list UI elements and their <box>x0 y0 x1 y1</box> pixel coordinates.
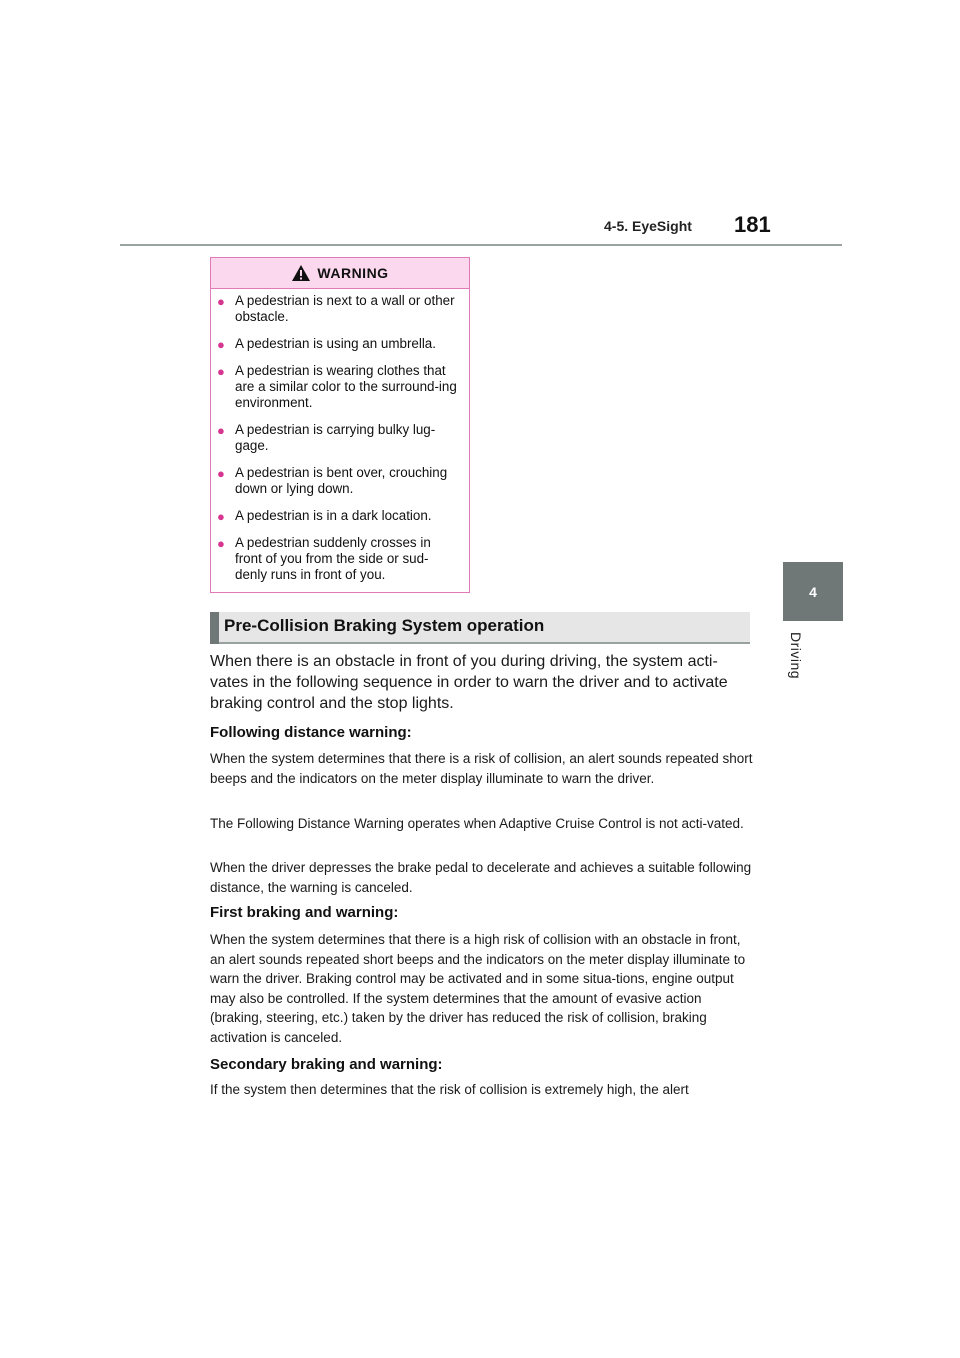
warning-item <box>217 293 459 325</box>
subsection-title: Pre-Collision Braking System operation <box>224 616 545 635</box>
paragraph: When the system determines that there is a risk of collision, an alert sounds repeated short beeps and the indicators on the meter display illuminate to warn the driver. <box>210 751 753 786</box>
bullet-icon: ● <box>217 364 225 379</box>
warning-item-text: A pedestrian is carrying bulky lug-gage. <box>235 422 436 453</box>
subsection-bar <box>210 612 750 644</box>
warning-item <box>217 422 459 454</box>
warning-item <box>217 336 459 352</box>
paragraph: If the system then determines that the risk of collision is extremely high, the alert <box>210 1082 689 1097</box>
bullet-icon: ● <box>217 294 225 309</box>
warning-item-text: A pedestrian is next to a wall or other obstacle. <box>235 293 455 324</box>
warning-title: WARNING <box>317 265 389 281</box>
bullet-icon: ● <box>217 509 225 524</box>
page-number: 181 <box>734 212 771 237</box>
warning-list <box>211 293 469 583</box>
warning-item <box>217 535 459 583</box>
header-rule <box>120 244 842 246</box>
subheading-following-distance: Following distance warning: <box>210 724 412 741</box>
warning-triangle-icon <box>291 264 311 282</box>
warning-item-text: A pedestrian is using an umbrella. <box>235 336 436 351</box>
warning-item <box>217 363 459 411</box>
subheading-first-braking: First braking and warning: <box>210 904 399 921</box>
bullet-icon: ● <box>217 337 225 352</box>
subsection-accent <box>210 612 219 644</box>
subheading-secondary-braking: Secondary braking and warning: <box>210 1056 443 1073</box>
warning-item-text: A pedestrian suddenly crosses in front of you from the side or sud-denly runs in front of you. <box>235 535 431 582</box>
warning-item-text: A pedestrian is in a dark location. <box>235 508 432 523</box>
warning-item <box>217 508 459 524</box>
warning-item-text: A pedestrian is wearing clothes that are a similar color to the surround-ing environment. <box>235 363 457 410</box>
chapter-title: Driving <box>788 632 804 680</box>
paragraph: The Following Distance Warning operates when Adaptive Cruise Control is not acti-vated. <box>210 816 744 831</box>
warning-item <box>217 465 459 497</box>
warning-item-text: A pedestrian is bent over, crouching down or lying down. <box>235 465 448 496</box>
warning-box <box>210 257 470 593</box>
paragraph: When the driver depresses the brake pedal to decelerate and achieves a suitable following distance, the warning is canceled. <box>210 860 752 895</box>
chapter-number: 4 <box>809 583 817 600</box>
bullet-icon: ● <box>217 536 225 551</box>
paragraph: When the system determines that there is a high risk of collision with an obstacle in front, an alert sounds repeated short beeps and the indicators on the meter display illuminate to warn the driver. Braking control may be activated and in some situa-tions, engine output may also be controlled. If the system determines that the amount of evasive action (braking, steering, etc.) taken by the driver has reduced the risk of collision, braking activation is canceled. <box>210 932 746 1045</box>
bullet-icon: ● <box>217 423 225 438</box>
bullet-icon: ● <box>217 466 225 481</box>
warning-header <box>211 258 469 289</box>
chapter-tab <box>783 562 843 621</box>
section-label: 4-5. EyeSight <box>604 218 692 234</box>
intro-paragraph: When there is an obstacle in front of you during driving, the system acti-vates in the following sequence in order to warn the driver and to activate braking control and the stop lights. <box>210 653 728 712</box>
